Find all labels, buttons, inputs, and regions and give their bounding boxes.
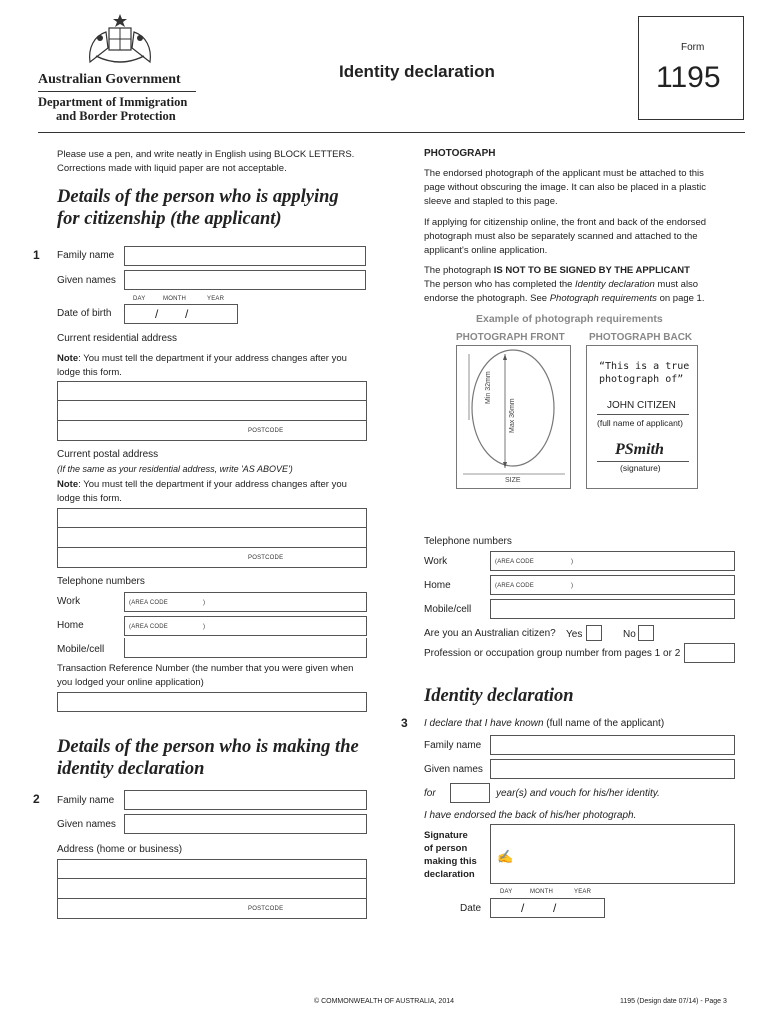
declarer-address-input-3[interactable] (57, 899, 367, 919)
photo-p4-l2-italic: Photograph requirements (549, 293, 657, 304)
date-slash-2: / (553, 901, 557, 915)
postal-note (57, 478, 347, 492)
postal-address-input-3[interactable] (57, 548, 367, 568)
sample-signature: PSmith (615, 441, 664, 458)
postcode2-caption: POSTCODE (248, 555, 284, 561)
home-phone-input[interactable] (124, 616, 367, 636)
postcode3-caption: POSTCODE (248, 906, 284, 912)
note2-bold: Note (57, 479, 79, 490)
residential-note (57, 352, 347, 366)
note-bold: Note (57, 353, 79, 364)
right-work-label: Work (424, 556, 448, 567)
dob-slash-2: / (185, 307, 189, 321)
postcode-caption: POSTCODE (248, 428, 284, 434)
work-label: Work (57, 596, 81, 607)
declare-statement (424, 718, 664, 729)
profession-input[interactable] (684, 643, 735, 663)
declarer-family-name-label: Family name (57, 795, 115, 806)
date-slash-1: / (521, 901, 525, 915)
right-area-code-close: ) (571, 559, 574, 565)
postal-address-label: Current postal address (57, 449, 159, 460)
residential-note-line2: lodge this form. (57, 367, 122, 378)
right-work-phone-input[interactable] (490, 551, 735, 571)
dob-year-caption: YEAR (207, 296, 225, 302)
dob-month-caption: MONTH (163, 296, 186, 302)
form-label: Form (681, 42, 705, 53)
photo-p1-line1: The endorsed photograph of the applicant must be attached to this (424, 168, 704, 179)
government-title: Australian Government (38, 72, 181, 87)
residential-address-input-3[interactable] (57, 421, 367, 441)
photo-p4-l2-post: on page 1. (656, 293, 705, 304)
right-mobile-label: Mobile/cell (424, 604, 472, 615)
declarer-address-input-2[interactable] (57, 879, 367, 899)
applicant-family-name-input[interactable] (124, 246, 366, 266)
no-label: No (623, 629, 636, 640)
declarer-family-name-input[interactable] (124, 790, 367, 810)
trn-label-line2: you lodged your online application) (57, 677, 204, 688)
right-area-code-caption: (AREA CODE (495, 559, 535, 565)
pen-icon: ✍ (497, 849, 514, 864)
area-code-close-2: ) (203, 624, 206, 630)
signature-box[interactable] (490, 824, 735, 884)
postal-note-line2: lodge this form. (57, 493, 122, 504)
department-line2: and Border Protection (56, 109, 176, 123)
photo-p4-line2 (424, 292, 704, 306)
trn-label-line1: Transaction Reference Number (the number that you were given when (57, 663, 354, 674)
sig-label-4: declaration (424, 869, 475, 880)
page-number: 1195 (Design date 07/14) - Page 3 (620, 998, 727, 1005)
applicant-given-names-input[interactable] (124, 270, 366, 290)
declaration-date-input[interactable] (490, 898, 605, 918)
sample-name: JOHN CITIZEN (607, 400, 676, 411)
mobile-label: Mobile/cell (57, 644, 105, 655)
residential-address-input-1[interactable] (57, 381, 367, 401)
declarer-given-names-label: Given names (57, 819, 116, 830)
section1-heading-line1: Details of the person who is applying (57, 187, 339, 207)
right-area-code-caption-2: (AREA CODE (495, 583, 535, 589)
profession-label: Profession or occupation group number from pages 1 or 2 (424, 648, 681, 659)
s3-family-name-label: Family name (424, 740, 482, 751)
sig-label-3: making this (424, 856, 477, 867)
home-label: Home (57, 620, 84, 631)
citizen-yes-checkbox[interactable] (586, 625, 602, 641)
sig-label-1: Signature (424, 830, 468, 841)
intro-line2: Corrections made with liquid paper are not acceptable. (57, 163, 287, 174)
photo-p1-line2: page without obscuring the image. It can also be placed in a plastic (424, 182, 707, 193)
s3-given-names-input[interactable] (490, 759, 735, 779)
postal-address-input-2[interactable] (57, 528, 367, 548)
years-known-input[interactable] (450, 783, 490, 803)
declare-post: (full name of the applicant) (543, 718, 665, 729)
section1-heading-line2: for citizenship (the applicant) (57, 209, 282, 229)
coat-of-arms-icon (80, 12, 160, 70)
right-mobile-input[interactable] (490, 599, 735, 619)
right-home-label: Home (424, 580, 451, 591)
for-label: for (424, 788, 436, 799)
declarer-address-input-1[interactable] (57, 859, 367, 879)
declarer-given-names-input[interactable] (124, 814, 367, 834)
photo-p3 (424, 264, 690, 278)
note2-text: : You must tell the department if your address changes after you (78, 479, 347, 490)
example-title: Example of photograph requirements (476, 313, 663, 325)
section2-heading-line2: identity declaration (57, 759, 205, 779)
declare-italic: I declare that I have known (424, 718, 544, 729)
photo-p4-pre: The person who has completed the (424, 279, 576, 290)
photo-p2-line3: applicant's online application. (424, 245, 548, 256)
area-code-close: ) (203, 600, 206, 606)
telephone-label: Telephone numbers (57, 576, 145, 587)
photo-back-example (586, 345, 698, 489)
postal-address-input-1[interactable] (57, 508, 367, 528)
photo-p3-bold: IS NOT TO BE SIGNED BY THE APPLICANT (493, 265, 690, 276)
section3-heading: Identity declaration (424, 686, 574, 706)
postal-note-italic: (If the same as your residential address, write 'AS ABOVE') (57, 464, 293, 474)
residential-address-input-2[interactable] (57, 401, 367, 421)
min-size-label: Min 32mm (485, 371, 492, 404)
dob-slash-1: / (155, 307, 159, 321)
photograph-title: PHOTOGRAPH (424, 148, 496, 159)
years-vouch-text: year(s) and vouch for his/her identity. (496, 788, 660, 799)
right-telephone-label: Telephone numbers (424, 536, 512, 547)
photo-p2-line1: If applying for citizenship online, the front and back of the endorsed (424, 217, 707, 228)
section1-number: 1 (33, 248, 40, 262)
sig-label-2: of person (424, 843, 468, 854)
section2-heading-line1: Details of the person who is making the (57, 737, 359, 757)
section2-number: 2 (33, 792, 40, 806)
photo-p4-post: must also (654, 279, 699, 290)
true-photo-line2: photograph of” (599, 374, 684, 385)
area-code-caption: (AREA CODE (129, 600, 169, 606)
date-year-caption: YEAR (574, 889, 592, 895)
form-number-box (638, 16, 744, 120)
copyright: © COMMONWEALTH OF AUSTRALIA, 2014 (314, 998, 454, 1005)
photo-front-example (456, 345, 571, 489)
department-line1: Department of Immigration (38, 95, 188, 109)
max-size-label: Max 36mm (509, 398, 516, 433)
signature-caption: (signature) (620, 463, 661, 473)
photo-p1-line3: sleeve and stapled to this page. (424, 196, 558, 207)
photo-p4-italic: Identity declaration (575, 279, 655, 290)
form-number: 1195 (656, 61, 721, 94)
family-name-label: Family name (57, 250, 115, 261)
date-label: Date (460, 903, 482, 914)
dob-day-caption: DAY (133, 296, 146, 302)
dob-label: Date of birth (57, 308, 112, 319)
endorsed-text: I have endorsed the back of his/her photograph. (424, 810, 637, 821)
s3-given-names-label: Given names (424, 764, 483, 775)
given-names-label: Given names (57, 275, 116, 286)
section3-number: 3 (401, 716, 408, 730)
true-photo-line1: “This is a true (599, 361, 690, 372)
note-text: : You must tell the department if your address changes after you (78, 353, 347, 364)
applicant-dob-input[interactable] (124, 304, 238, 324)
s3-family-name-input[interactable] (490, 735, 735, 755)
photo-p4-l2-pre: endorse the photograph. See (424, 293, 550, 304)
full-name-caption: (full name of applicant) (597, 418, 683, 428)
area-code-caption-2: (AREA CODE (129, 624, 169, 630)
citizen-question: Are you an Australian citizen? (424, 628, 556, 639)
residential-address-label: Current residential address (57, 333, 178, 344)
photo-back-label: PHOTOGRAPH BACK (589, 332, 693, 343)
photo-p4-line1 (424, 278, 698, 292)
citizen-no-checkbox[interactable] (638, 625, 654, 641)
photo-p3-pre: The photograph (424, 265, 494, 276)
work-phone-input[interactable] (124, 592, 367, 612)
intro-line1: Please use a pen, and write neatly in English using BLOCK LETTERS. (57, 149, 355, 160)
right-home-phone-input[interactable] (490, 575, 735, 595)
photo-p2-line2: photograph must also be separately scanned and attached to the (424, 231, 698, 242)
size-label: SIZE (505, 477, 521, 484)
trn-input[interactable] (57, 692, 367, 712)
page-title: Identity declaration (339, 62, 495, 81)
signature-label (424, 829, 477, 881)
mobile-input[interactable] (124, 638, 367, 658)
declarer-address-label: Address (home or business) (57, 844, 183, 855)
right-area-code-close-2: ) (571, 583, 574, 589)
yes-label: Yes (566, 629, 583, 640)
photo-front-label: PHOTOGRAPH FRONT (456, 332, 565, 343)
date-month-caption: MONTH (530, 889, 553, 895)
date-day-caption: DAY (500, 889, 513, 895)
